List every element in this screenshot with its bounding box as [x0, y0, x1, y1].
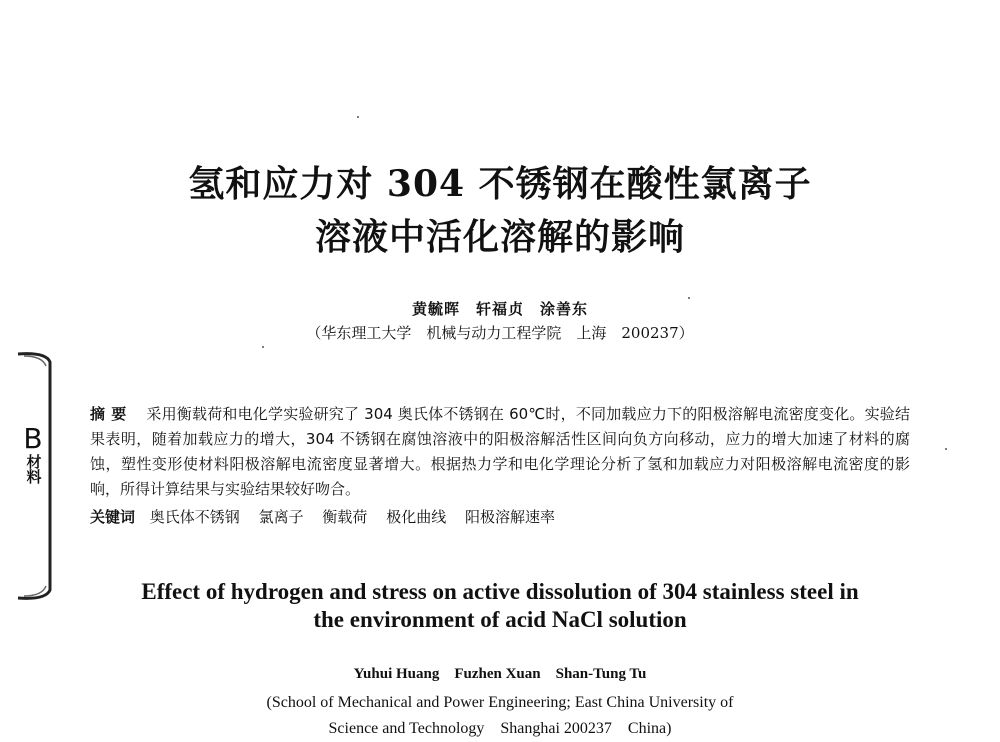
title-en-line2: the environment of acid NaCl solution: [313, 607, 687, 632]
keyword: 衡载荷: [322, 508, 368, 526]
scan-speck: [262, 346, 264, 348]
affiliation-en-line1: (School of Mechanical and Power Engineering; East China University of: [266, 694, 734, 711]
affiliation-en: [0, 690, 1000, 742]
keyword: 阳极溶解速率: [464, 508, 555, 526]
abstract-text: 采用衡载荷和电化学实验研究了 304 奥氏体不锈钢在 60℃时，不同加载应力下的阳极溶解电流密度变化。实验结果表明，随着加载应力的增大，304 不锈钢在腐蚀溶液中的阳极溶解活性区间向负方向移动，应力的增大加速了材料的腐蚀，塑性变形使材料阳极溶解电流密度显著增大。根据热力学和电化学理论分析了氢和加载应力对阳极溶解电流密度的影响，所得计算结果与实验结果较好吻合。: [90, 405, 910, 498]
title-zh-line1: 氢和应力对 304 不锈钢在酸性氯离子: [188, 163, 812, 205]
abstract-label: 摘要: [90, 405, 133, 423]
scan-speck: [945, 448, 947, 450]
section-word: 材料: [24, 454, 43, 484]
title-zh-line2: 溶液中活化溶解的影响: [314, 216, 685, 258]
authors-zh: 黄毓晖 轩福贞 涂善东: [411, 300, 588, 318]
keyword: 奥氏体不锈钢: [149, 508, 240, 526]
keyword: 氯离子: [258, 508, 304, 526]
title-en-line1: Effect of hydrogen and stress on active dissolution of 304 stainless steel in: [141, 579, 859, 604]
affiliation-en-line2: Science and Technology Shanghai 200237 China): [328, 720, 672, 737]
scan-speck: [357, 116, 359, 118]
authors-en: Yuhui Huang Fuzhen Xuan Shan-Tung Tu: [353, 666, 647, 682]
keyword: 极化曲线: [386, 508, 447, 526]
keywords-label: 关键词: [90, 508, 136, 526]
abstract: [90, 402, 910, 502]
keywords: [90, 505, 910, 530]
title-en: [60, 578, 940, 634]
section-letter: B: [23, 422, 43, 455]
affiliation-zh: （华东理工大学 机械与动力工程学院 上海 200237）: [306, 324, 694, 342]
section-tab: [18, 424, 48, 488]
